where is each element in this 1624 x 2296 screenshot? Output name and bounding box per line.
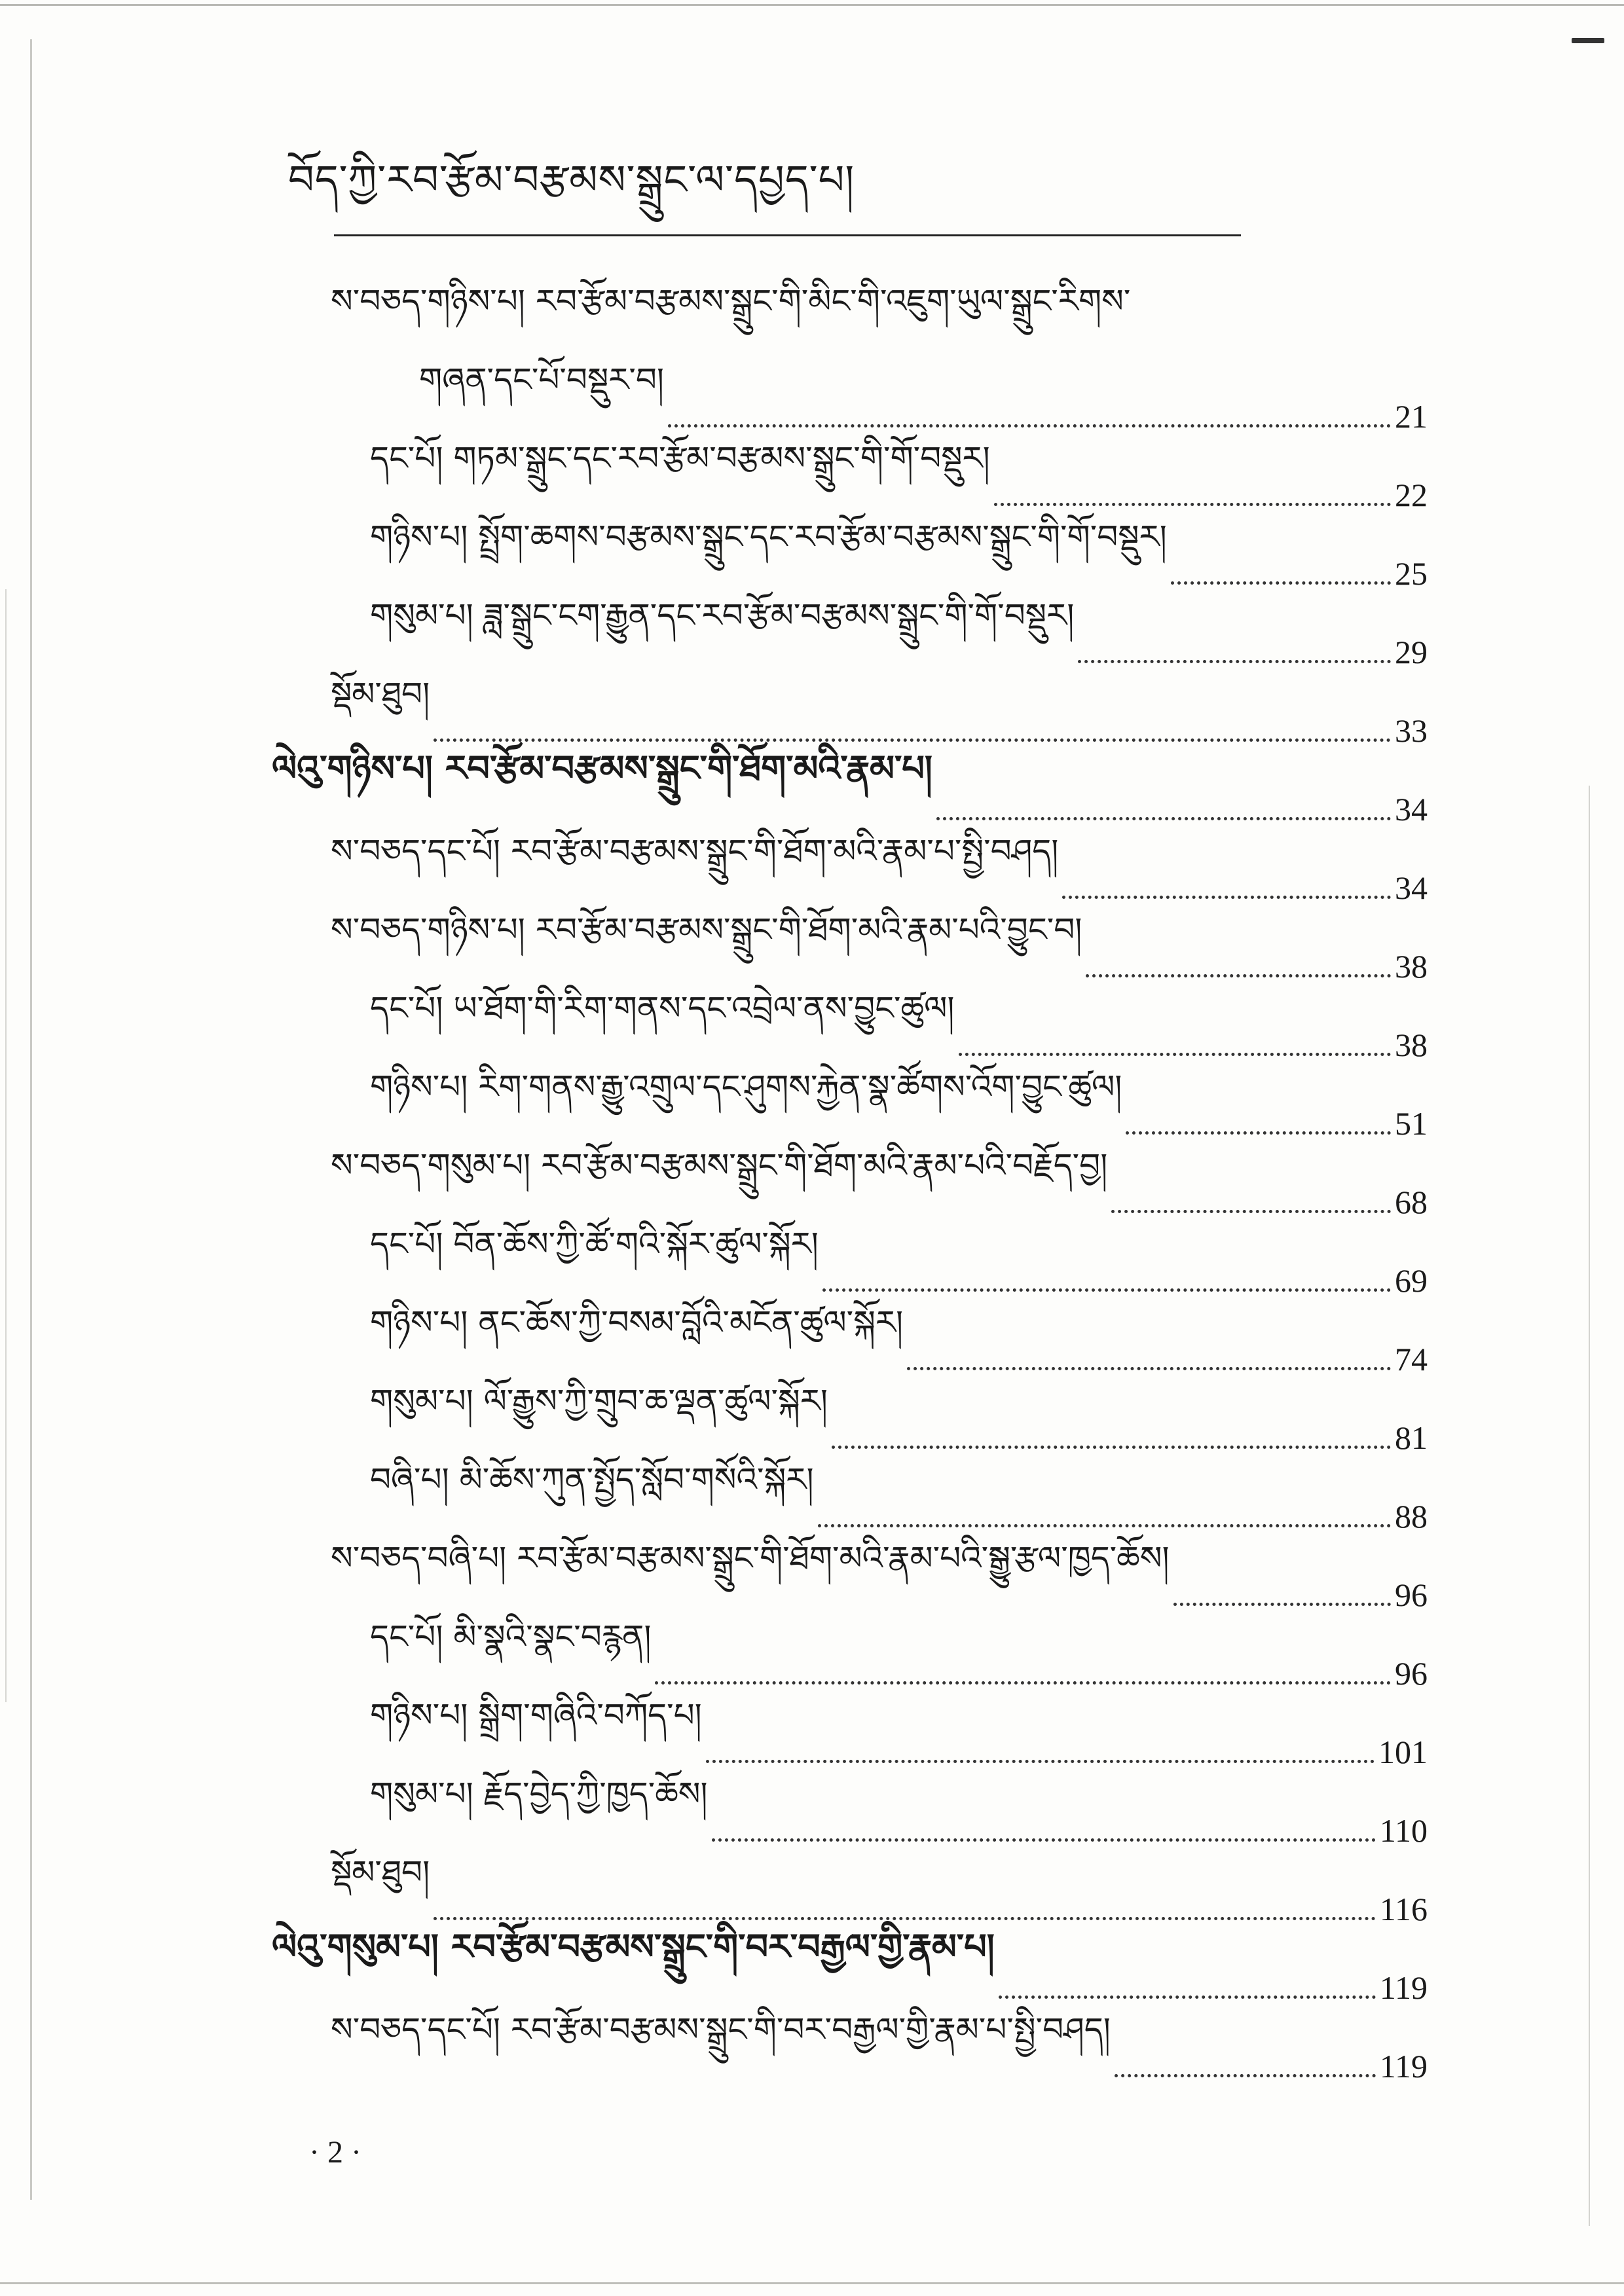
dot-leader (1171, 581, 1391, 585)
toc-entry-page: 33 (1395, 712, 1428, 749)
toc-entry-title: གསུམ་པ། ལོ་རྒྱུས་ཀྱི་གྲུབ་ཆ་ལྡན་ཚུལ་སྐོར། (370, 1382, 828, 1420)
toc-entry-page: 21 (1395, 398, 1428, 435)
toc-entry-title: གཉིས་པ། རིག་གནས་རྒྱུ་འགྲུལ་དང་ཤུགས་རྐྱེན་སྣ་ཚོགས་འོག་བྱུང་ཚུལ། (370, 1068, 1122, 1106)
toc-entry-page: 96 (1395, 1576, 1428, 1613)
dot-leader (832, 1446, 1391, 1449)
toc-entry-page: 88 (1395, 1498, 1428, 1535)
dot-leader (655, 1681, 1391, 1685)
toc-entry[interactable] (370, 596, 1428, 671)
toc-entry[interactable] (370, 1775, 1428, 1850)
dot-leader (822, 1288, 1391, 1292)
toc-entry-title: གཉིས་པ། སྒྲིག་གཞིའི་བཀོད་པ། (370, 1696, 702, 1734)
toc-entry-title: གཞན་དང་པོ་བསྡུར་བ། (419, 361, 664, 399)
dot-leader (1115, 2074, 1376, 2077)
toc-entry-page: 116 (1379, 1891, 1428, 1927)
dot-leader (1062, 896, 1391, 899)
toc-entry-page: 101 (1378, 1734, 1428, 1770)
running-head: བོད་ཀྱི་རབ་རྩོམ་བརྩམས་སྒྲུང་ལ་དཔྱད་པ། (288, 156, 855, 204)
toc-entry-page: 110 (1379, 1812, 1428, 1849)
toc-entry-title: གསུམ་པ། རྗོད་བྱེད་ཀྱི་ཁྱད་ཆོས། (370, 1775, 708, 1813)
toc-entry-title: གཉིས་པ། སྤྲོག་ཆགས་བརྩམས་སྒྲུང་དང་རབ་རྩོམ་བརྩམས་སྒྲུང་གི་གོ་བསྡུར། (370, 518, 1167, 556)
toc-entry-title: ས་བཅད་བཞི་པ། རབ་རྩོམ་བརྩམས་སྒྲུང་གི་ཐོག་མའི་རྣམ་པའི་སྒྱུ་རྩལ་ཁྱད་ཆོས། (331, 1539, 1170, 1577)
toc-entry-title: དང་པོ། ཡ་ཐོག་གི་རིག་གནས་དང་འབྲེལ་ནས་བྱུང་ཚུལ། (370, 989, 955, 1027)
toc-entry-title: ས་བཅད་གཉིས་པ། རབ་རྩོམ་བརྩམས་སྒྲུང་གི་མིང་གི་འཇུག་ཡུལ་སྒྲུང་རིགས་ (331, 282, 1131, 320)
dot-leader (907, 1367, 1391, 1370)
toc-entry-page: 29 (1395, 634, 1428, 670)
dot-leader (706, 1760, 1375, 1763)
dot-leader (1173, 1603, 1391, 1606)
toc-entry-title: དང་པོ། གཏམ་སྒྲུང་དང་རབ་རྩོམ་བརྩམས་སྒྲུང་གི་གོ་བསྡུར། (370, 439, 990, 477)
toc-entry-page: 51 (1395, 1105, 1428, 1142)
toc-entry-page: 74 (1395, 1341, 1428, 1377)
toc-entry-page: 25 (1395, 555, 1428, 592)
toc-entry-page: 34 (1395, 869, 1428, 906)
toc-entry-title: ས་བཅད་དང་པོ། རབ་རྩོམ་བརྩམས་སྒྲུང་གི་ཐོག་མའི་རྣམ་པ་སྤྱི་བཤད། (331, 832, 1059, 870)
toc-entry-title: ས་བཅད་གསུམ་པ། རབ་རྩོམ་བརྩམས་སྒྲུང་གི་ཐོག་མའི་རྣམ་པའི་བརྗོད་བྱ། (331, 1146, 1108, 1184)
toc-entry-page: 69 (1395, 1262, 1428, 1299)
dot-leader (712, 1838, 1376, 1842)
toc-entry-page: 38 (1395, 1027, 1428, 1063)
toc-entry-page: 96 (1395, 1655, 1428, 1692)
toc-entry-title: དང་པོ། མི་སྣའི་སྣང་བརྙན། (370, 1618, 652, 1656)
toc-entry-title: དང་པོ། བོན་ཆོས་ཀྱི་ཚོ་གའི་སྐོར་ཚུལ་སྐོར། (370, 1225, 819, 1263)
toc-entry-page: 34 (1395, 791, 1428, 828)
page-number: · 2 · (309, 2135, 361, 2170)
toc-entry[interactable] (331, 2011, 1428, 2085)
dot-leader (1086, 974, 1391, 977)
toc-entry-title: སྡོམ་ཐུབ། (331, 1853, 430, 1891)
toc-entry-title: ས་བཅད་གཉིས་པ། རབ་རྩོམ་བརྩམས་སྒྲུང་གི་ཐོག་མའི་རྣམ་པའི་བྱུང་བ། (331, 911, 1082, 949)
toc-entry-title: ས་བཅད་དང་པོ། རབ་རྩོམ་བརྩམས་སྒྲུང་གི་བར་བརྒྱལ་གྱི་རྣམ་པ་སྤྱི་བཤད། (331, 2011, 1111, 2049)
dot-leader (1126, 1131, 1391, 1135)
toc-entry-page: 119 (1379, 2048, 1428, 2085)
toc-entry-page: 81 (1395, 1419, 1428, 1456)
toc-entry-title: ལེའུ་གཉིས་པ། རབ་རྩོམ་བརྩམས་སྒྲུང་གི་ཐོག་མའི་རྣམ་པ། (272, 747, 932, 789)
toc-entry-page: 22 (1395, 477, 1428, 513)
toc-entry-title: ལེའུ་གསུམ་པ། རབ་རྩོམ་བརྩམས་སྒྲུང་གི་བར་བརྒྱལ་གྱི་རྣམ་པ། (272, 1925, 995, 1967)
toc-entry-title: སྡོམ་ཐུབ། (331, 675, 430, 713)
toc-entry-title: གསུམ་པ། ཟླ་སྒྲུང་ངག་རྒྱུན་དང་རབ་རྩོམ་བརྩམས་སྒྲུང་གི་གོ་བསྡུར། (370, 596, 1075, 634)
toc-entry-page: 119 (1379, 1969, 1428, 2006)
toc-entry-title: བཞི་པ། མི་ཆོས་ཀུན་སྤྱོད་སློབ་གསོའི་སྐོར། (370, 1461, 814, 1499)
toc-entry-title: གཉིས་པ། ནང་ཆོས་ཀྱི་བསམ་བློའི་མངོན་ཚུལ་སྐོར། (370, 1303, 904, 1341)
dot-leader (1111, 1210, 1391, 1213)
toc-entry-page: 38 (1395, 948, 1428, 985)
toc-entry-page: 68 (1395, 1184, 1428, 1220)
dot-leader (1078, 660, 1391, 663)
